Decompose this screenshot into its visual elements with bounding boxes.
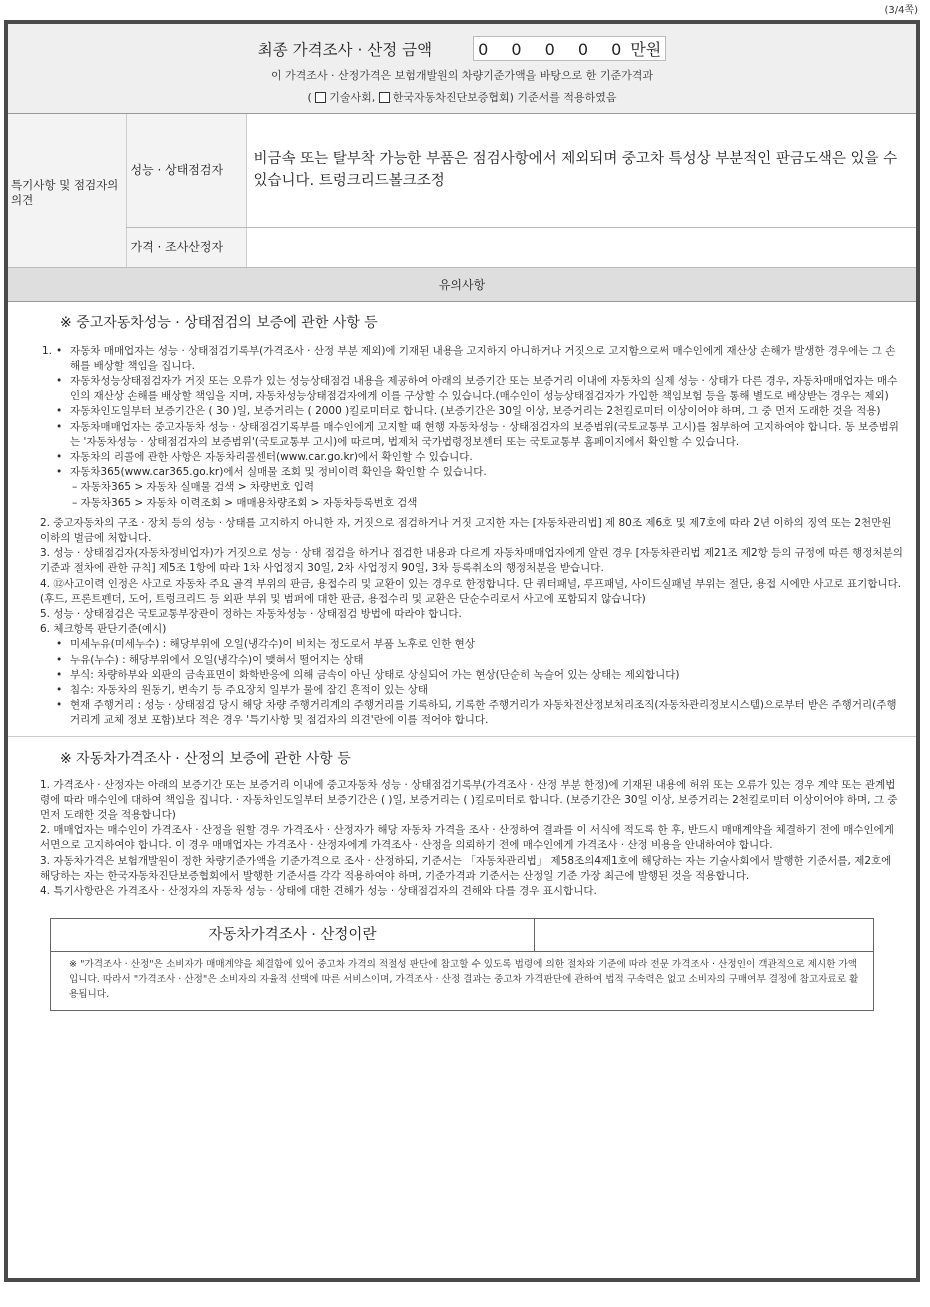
inspector-opinion-text[interactable]: 비금속 또는 탈부착 가능한 부품은 점검사항에서 제외되며 중고차 특성상 부분적인 판금도색은 있을 수 있습니다. 트렁크리드볼크조정 xyxy=(246,114,916,227)
list-item: • 자동차365(www.car365.go.kr)에서 실매물 조회 및 정비이력 확인을 확인할 수 있습니다. – 자동차365 > 자동차 실매물 검색 > 차량번호 입력 – 자동차365 > 자동차 이력조회 > 매매용차량조회 > 자동차등록번호 검색 xyxy=(52,465,904,511)
opinion-row-label: 특기사항 및 점검자의 의견 xyxy=(8,114,126,267)
list-item: 1. • 자동차 매매업자는 성능 · 상태점검기록부(가격조사 · 산정 부분 제외)에 기재된 내용을 고지하지 아니하거나 거짓으로 고지함으로써 매수인에게 재산상 손해가 발생한 경우에는 그 손해를 배상할 책임을 집니다. • 자동차성능상태점검자가 거짓 또는 오류가 있는 성능상태점검 내용을 제공하여 아래의 보증기간 또는 보증거리 이내에 자동차의 실제 성능 · 상태가 다른 경우, 자동차매매업자는 매수인의 재산상 손해를 배상할 책임을 지며, 자동차성능상태점검자에게 이를 구상할 수 있습니다.(매수인이 성능상태점검자가 가입한 책임보험 등을 통해 별도로 배상받는 경우는 제외) • 자동차인도일부터 보증기간은 ( 30 )일, 보증거리는 ( 2000 )킬로미터로 합니다. (보증기간은 30일 이상, 보증거리는 2천킬로미터 이상이어야 하며, 그 중 먼저 도래한 것을 적용) • 자동차매매업자는 중고자동차 성능 · 상태점검기록부를 매수인에게 고지할 때 현행 자동차성능 · 상태점검자의 보증범위(국토교통부 고시)를 첨부하여 고지하여야 합니다. 동 보증범위는 '자동차성능 · 상태점검자의 보증범위'(국토교통부 고시)에 따르며, 법제처 국가법령정보센터 또는 국토교통부 홈페이지에서 확인할 수 있습니다. • 자동차의 리콜에 관한 사항은 자동차리콜센터(www.car.go.kr)에서 확인할 수 있습니다. • 자동차365(www.car365.go.kr)에서 실매물 조회 및 정비이력 확인을 확인할 수 있습니다. – 자동차365 > 자동차 실매물 검색 > 차량번호 입력 – 자동차365 > 자동차 이력조회 > 매매용차량조회 > 자동차등록번호 검색 xyxy=(8,344,916,511)
list-item: 4. ⑫사고이력 인정은 사고로 자동차 주요 골격 부위의 판금, 용접수리 및 교환이 있는 경우로 한정합니다. 단 쿼터패널, 루프패널, 사이드실패널 부위는 절단, 용접 시에만 사고로 표기합니다. (후드, 프론트펜더, 도어, 트렁크리드 등 외판 부위 및 범퍼에 대한 판금, 용접수리 및 교환은 단순수리로서 사고에 포함되지 않습니다) xyxy=(40,577,902,605)
list-item: 1. 가격조사 · 산정자는 아래의 보증기간 또는 보증거리 이내에 중고자동차 성능 · 상태점검기록부(가격조사 · 산정 부분 한정)에 기재된 내용에 허위 또는 오류가 있는 경우 계약 또는 관계법령에 따라 매수인에 대하여 책임을 집니다. · 자동차인도일부터 보증기간은 ( )일, 보증거리는 ( )킬로미터로 합니다. (보증기간은 30일 이상, 보증거리는 2천킬로미터 이상이어야 하며, 그 중 먼저 도래한 것을 적용합니다) xyxy=(40,778,898,821)
appraiser-label: 가격 · 조사산정자 xyxy=(126,227,246,267)
sub-item: – 자동차365 > 자동차 이력조회 > 매매용차량조회 > 자동차등록번호 검색 xyxy=(72,496,418,509)
final-price-header xyxy=(8,24,916,114)
inspector-label: 성능 · 상태점검자 xyxy=(126,114,246,227)
sub-item: – 자동차365 > 자동차 실매물 검색 > 차량번호 입력 xyxy=(72,481,315,494)
list-item: 3. 자동차가격은 보험개발원이 정한 차량기준가액을 기준가격으로 조사 · 산정하되, 기준서는 「자동차관리법」 제58조의4제1호에 해당하는 자는 기술사회에서 발행한 기준서를, 제2호에 해당하는 자는 한국자동차진단보증협회에서 발행한 기준서를 각각 적용하여야 하며, 기준가격과 기준서는 산정일 기준 가장 최근에 발행된 것을 적용합니다. xyxy=(40,854,892,882)
option-engineer-society-label: 기술사회, xyxy=(329,91,376,104)
list-item: • 침수: 자동차의 원동기, 변속기 등 주요장치 일부가 물에 잠긴 흔적이 있는 상태 xyxy=(52,683,904,698)
list-item: • 부식: 차량하부와 외판의 금속표면이 화학반응에 의해 금속이 아닌 상태로 상실되어 가는 현상(단순히 녹슬어 있는 상태는 제외합니다) xyxy=(52,668,904,683)
section2-title: ※ 자동차가격조사 · 산정의 보증에 관한 사항 등 xyxy=(60,750,351,767)
list-item: 2. 중고자동차의 구조 · 장치 등의 성능 · 상태를 고지하지 아니한 자, 거짓으로 점검하거나 거짓 고지한 자는 [자동차관리법] 제 80조 제6호 및 제7호에 따라 2년 이하의 징역 또는 2천만원 이하의 벌금에 처합니다. xyxy=(40,516,892,544)
checkbox-engineer-society[interactable] xyxy=(315,92,326,103)
page-indicator: (3/4쪽) xyxy=(884,5,918,16)
section-inspection-warranty xyxy=(8,312,916,737)
list-item: • 자동차인도일부터 보증기간은 ( 30 )일, 보증거리는 ( 2000 )킬로미터로 합니다. (보증기간은 30일 이상, 보증거리는 2천킬로미터 이상이어야 하며, 그 중 먼저 도래한 것을 적용) xyxy=(52,404,904,419)
section1-title: ※ 중고자동차성능 · 상태점검의 보증에 관한 사항 등 xyxy=(60,314,378,331)
list-item: 2. 매매업자는 매수인이 가격조사 · 산정을 원할 경우 가격조사 · 산정자가 해당 자동차 가격을 조사 · 산정하여 결과를 이 서식에 적도록 한 후, 반드시 매매계약을 체결하기 전에 매수인에게 서면으로 고지하여야 합니다. 이 경우 매매업자는 가격조사 · 산정자에게 가격조사 · 산정을 의뢰하기 전에 매수인에게 가격조사 · 산정 비용을 안내하여야 합니다. xyxy=(40,824,894,852)
list-item: • 자동차 매매업자는 성능 · 상태점검기록부(가격조사 · 산정 부분 제외)에 기재된 내용을 고지하지 아니하거나 거짓으로 고지함으로써 매수인에게 재산상 손해가 발생한 경우에는 그 손해를 배상할 책임을 집니다. xyxy=(52,344,904,374)
list-item: • 미세누유(미세누수) : 해당부위에 오일(냉각수)이 비치는 정도로서 부품 노후로 인한 현상 xyxy=(52,637,904,652)
info-box-title: 자동차가격조사 · 산정이란 xyxy=(51,919,535,951)
opinion-table xyxy=(8,114,916,268)
notice-heading: 유의사항 xyxy=(8,268,916,302)
list-item: • 자동차매매업자는 중고자동차 성능 · 상태점검기록부를 매수인에게 고지할 때 현행 자동차성능 · 상태점검자의 보증범위(국토교통부 고시)를 첨부하여 고지하여야 합니다. 동 보증범위는 '자동차성능 · 상태점검자의 보증범위'(국토교통부 고시)에 따르며, 법제처 국가법령정보센터 또는 국토교통부 홈페이지에서 확인할 수 있습니다. xyxy=(52,420,904,450)
document-frame xyxy=(4,20,920,1282)
price-appraisal-info-box xyxy=(50,918,874,1011)
list-item: 6. 체크항목 판단기준(예시) xyxy=(40,623,167,636)
list-item: 3. 성능 · 상태점검자(자동차정비업자)가 거짓으로 성능 · 상태 점검을 하거나 점검한 내용과 다르게 자동차매매업자에게 알린 경우 [자동차관리법 제21조 제2항 등의 규정에 따른 행정처분의 기준과 절차에 관한 규칙] 제5조 1항에 따라 1차 사업정지 30일, 2차 사업정지 90일, 3차 등록취소의 행정처분을 받습니다. xyxy=(40,547,903,575)
appraiser-opinion-text[interactable] xyxy=(246,227,916,267)
list-item: • 현재 주행거리 : 성능 · 상태점검 당시 해당 차량 주행거리계의 주행거리를 기록하되, 기록한 주행거리가 자동차전산정보처리조직(자동차관리정보시스템)으로부터 받은 주행거리(주행거리게 교체 정보 포함)보다 적은 경우 '특기사항 및 점검자의 의견'란에 이를 적어야 합니다. xyxy=(52,698,904,728)
list-item: • 자동차의 리콜에 관한 사항은 자동차리콜센터(www.car.go.kr)에서 확인할 수 있습니다. xyxy=(52,450,904,465)
list-item: • 자동차성능상태점검자가 거짓 또는 오류가 있는 성능상태점검 내용을 제공하여 아래의 보증기간 또는 보증거리 이내에 자동차의 실제 성능 · 상태가 다른 경우, 자동차매매업자는 매수인의 재산상 손해를 배상할 책임을 지며, 자동차성능상태점검자에게 이를 구상할 수 있습니다.(매수인이 성능상태점검자가 가입한 책임보험 등을 통해 별도로 배상받는 경우는 제외) xyxy=(52,374,904,404)
checkbox-kaiwa[interactable] xyxy=(379,92,390,103)
info-box-text: ※ "가격조사 · 산정"은 소비자가 매매계약을 체결함에 있어 중고차 가격의 적절성 판단에 참고할 수 있도록 법령에 의한 절차와 기준에 따라 전문 가격조사 · 산정인이 객관적으로 제시한 가액입니다. 따라서 "가격조사 · 산정"은 소비자의 자율적 선택에 따른 서비스이며, 가격조사 · 산정 결과는 중고차 가격판단에 관하여 법적 구속력은 없고 소비자의 구매여부 결정에 참고자료로 활용됩니다. xyxy=(69,959,859,1001)
price-basis-note: 이 가격조사 · 산정가격은 보험개발원의 차량기준가액을 바탕으로 한 기준가격과 xyxy=(270,69,654,82)
list-item: 4. 특기사항란은 가격조사 · 산정자의 자동차 성능 · 상태에 대한 견해가 성능 · 상태점검자의 견해와 다를 경우 표시합니다. xyxy=(40,885,597,897)
list-item: 5. 성능 · 상태점검은 국토교통부장관이 정하는 자동차성능 · 상태점검 방법에 따라야 합니다. xyxy=(40,607,462,620)
list-item: • 누유(누수) : 해당부위에서 오일(냉각수)이 맺혀서 떨어지는 상태 xyxy=(52,653,904,668)
standard-selection: ( 기술사회, 한국자동차진단보증협회) 기준서를 적용하였음 xyxy=(307,91,617,104)
price-amount-field[interactable]: 0 0 0 0 0만원 xyxy=(473,36,666,61)
section-price-warranty xyxy=(8,748,916,900)
final-price-title: 최종 가격조사 · 산정 금액 xyxy=(257,41,433,59)
option-kaiwa-label: 한국자동차진단보증협회) 기준서를 적용하였음 xyxy=(392,91,617,104)
